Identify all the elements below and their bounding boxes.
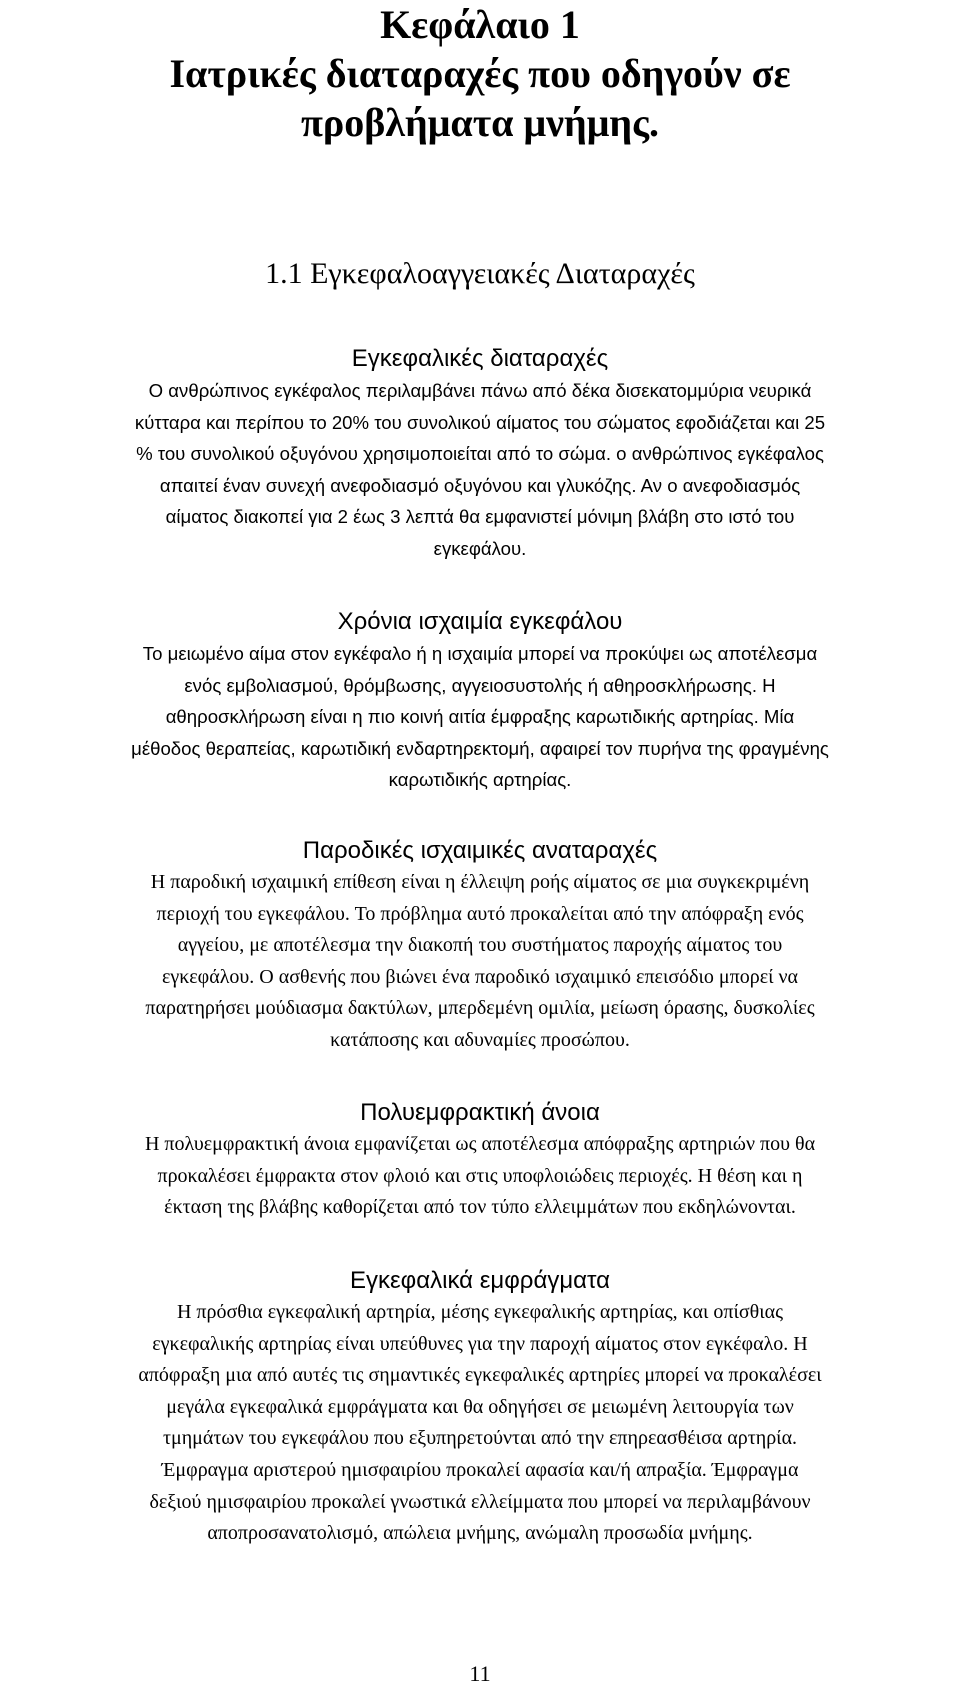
page-number: 11 xyxy=(469,1661,491,1686)
subsection-title: Χρόνια ισχαιμία εγκεφάλου xyxy=(337,608,623,635)
paragraph-line: προκαλέσει έμφρακτα στον φλοιό και στις υποφλοιώδεις περιοχές. Η θέση και η xyxy=(157,1164,803,1187)
paragraph-line: απαιτεί έναν συνεχή ανεφοδιασμό οξυγόνου και γλυκόζης. Αν ο ανεφοδιασμός xyxy=(159,474,801,496)
subsection-title: Παροδικές ισχαιμικές αναταραχές xyxy=(302,837,658,864)
paragraph-line: παρατηρήσει μούδιασμα δακτύλων, μπερδεμένη ομιλία, μείωση όρασης, δυσκολίες xyxy=(145,997,815,1020)
paragraph-line: κύτταρα και περίπου το 20% του συνολικού αίματος του σώματος εφοδιάζεται και 25 xyxy=(134,411,826,433)
paragraph-line: αποπροσανατολισμό, απώλεια μνήμης, ανώμαλη προσωδία μνήμης. xyxy=(207,1522,753,1545)
paragraph-line: Το μειωμένο αίμα στον εγκέφαλο ή η ισχαιμία μπορεί να προκύψει ως αποτέλεσμα xyxy=(142,643,818,664)
paragraph-line: αθηροσκλήρωση είναι η πιο κοινή αιτία έμφραξης καρωτιδικής αρτηρίας. Μία xyxy=(165,706,795,728)
subsection-paragraph xyxy=(0,867,960,1057)
subsection-multi-infarct-dementia xyxy=(0,1097,960,1224)
chapter-title-line-2: Ιατρικές διαταραχές που οδηγούν σε xyxy=(169,51,791,96)
chapter-title-line-3: προβλήματα μνήμης. xyxy=(300,100,660,145)
subsection-title: Εγκεφαλικές διαταραχές xyxy=(351,345,609,372)
subsection-paragraph xyxy=(0,1297,960,1550)
subsection-cerebral-disorders xyxy=(0,343,960,565)
subsection-title: Εγκεφαλικά εμφράγματα xyxy=(349,1267,611,1294)
paragraph-line: Η πρόσθια εγκεφαλική αρτηρία, μέσης εγκεφαλικής αρτηρίας, και οπίσθιας xyxy=(176,1301,784,1323)
paragraph-line: τμημάτων του εγκεφάλου που εξυπηρετούνται από την επηρεασθέισα αρτηρία. xyxy=(162,1427,798,1450)
subsection-title: Πολυεμφρακτική άνοια xyxy=(360,1099,600,1126)
paragraph-line: ενός εμβολιασμού, θρόμβωσης, αγγειοσυστολής ή αθηροσκλήρωσης. Η xyxy=(184,674,776,696)
paragraph-line: περιοχή του εγκεφάλου. Το πρόβλημα αυτό προκαλείται από την απόφραξη ενός xyxy=(156,902,804,925)
paragraph-line: αίματος διακοπεί για 2 έως 3 λεπτά θα εμφανιστεί μόνιμη βλάβη στο ιστό του xyxy=(165,506,795,528)
subsection-chronic-ischemia xyxy=(0,606,960,796)
subsection-cerebral-infarcts xyxy=(0,1265,960,1550)
paragraph-line: Ο ανθρώπινος εγκέφαλος περιλαμβάνει πάνω από δέκα δισεκατομμύρια νευρικά xyxy=(148,380,812,401)
subsection-paragraph xyxy=(0,375,960,565)
chapter-title-line-1: Κεφάλαιο 1 xyxy=(380,2,580,47)
paragraph-line: εγκεφάλου. xyxy=(433,537,527,559)
chapter-heading xyxy=(0,0,960,147)
paragraph-line: Έμφραγμα αριστερού ημισφαιρίου προκαλεί αφασία και/ή απραξία. Έμφραγμα xyxy=(161,1458,799,1481)
paragraph-line: % του συνολικού οξυγόνου χρησιμοποιείται από το σώμα. ο ανθρώπινος εγκέφαλος xyxy=(136,443,824,465)
paragraph-line: δεξιού ημισφαιρίου προκαλεί γνωστικά ελλείμματα που μπορεί να περιλαμβάνουν xyxy=(149,1490,811,1513)
paragraph-line: εγκεφάλου. Ο ασθενής που βιώνει ένα παροδικό ισχαιμικό επεισόδιο μπορεί να xyxy=(161,965,799,988)
subsection-paragraph xyxy=(0,638,960,796)
paragraph-line: μεγάλα εγκεφαλικά εμφράγματα και θα οδηγήσει σε μειωμένη λειτουργία των xyxy=(166,1395,794,1418)
paragraph-line: μέθοδος θεραπείας, καρωτιδική ενδαρτηρεκτομή, αφαιρεί τον πυρήνα της φραγμένης xyxy=(131,737,829,759)
paragraph-line: Η πολυεμφρακτική άνοια εμφανίζεται ως αποτέλεσμα απόφραξης αρτηριών που θα xyxy=(144,1133,816,1155)
paragraph-line: έκταση της βλάβης καθορίζεται από τον τύπο ελλειμμάτων που εκδηλώνονται. xyxy=(164,1196,796,1219)
paragraph-line: καρωτιδικής αρτηρίας. xyxy=(388,769,572,791)
paragraph-line: αγγείου, με αποτέλεσμα την διακοπή του συστήματος παροχής αίματος του xyxy=(177,934,783,957)
paragraph-line: Η παροδική ισχαιμική επίθεση είναι η έλλειψη ροής αίματος σε μια συγκεκριμένη xyxy=(150,871,810,893)
section-heading: 1.1 Εγκεφαλοαγγειακές Διαταραχές xyxy=(265,257,695,290)
paragraph-line: απόφραξη μια από αυτές τις σημαντικές εγκεφαλικές αρτηρίες μπορεί να προκαλέσει xyxy=(138,1364,822,1387)
subsection-transient-ischemic xyxy=(0,835,960,1057)
paragraph-line: κατάποσης και αδυναμίες προσώπου. xyxy=(330,1028,630,1051)
paragraph-line: εγκεφαλικής αρτηρίας είναι υπεύθυνες για την παροχή αίματος στον εγκέφαλο. Η xyxy=(152,1332,808,1355)
subsection-paragraph xyxy=(0,1129,960,1224)
